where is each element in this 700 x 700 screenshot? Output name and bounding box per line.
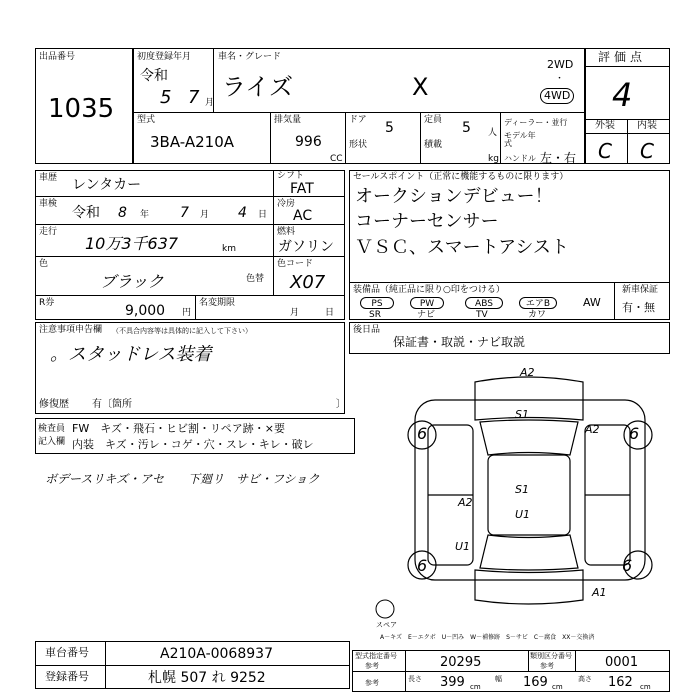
length-unit: cm — [470, 683, 481, 691]
inspector-row-2: 内装 キズ・汚レ・コゲ・穴・スレ・キレ・破レ — [72, 438, 314, 451]
inspector-label-1: 検査員 — [38, 424, 66, 434]
repair-value: 有〔箇所 — [92, 399, 132, 410]
lot-label: 出品番号 — [39, 52, 76, 62]
capacity-label: 定員 — [424, 115, 443, 125]
sales-point-line-2: コーナーセンサー — [355, 211, 499, 232]
documents-value: 保証書・取説・ナビ取説 — [393, 335, 526, 349]
car-name: ライズ — [222, 73, 294, 101]
grade: X — [412, 73, 429, 101]
reg-month: 7 — [188, 87, 200, 108]
notes-sublabel: （不具合内容等は具体的に記入して下さい） — [112, 327, 252, 335]
mileage-value: 10万3千637 — [85, 234, 179, 253]
color-label: 色 — [39, 259, 49, 269]
mark-tire-fl: 6 — [417, 424, 428, 443]
length-label: 長さ — [408, 675, 422, 683]
mark-u1-roof: U1 — [515, 508, 531, 521]
width-unit: cm — [552, 683, 563, 691]
equip-sr: SR — [369, 310, 381, 320]
diagram-rear-window — [480, 535, 578, 570]
doors-label: ドア — [349, 115, 367, 125]
insp-month-unit: 月 — [200, 210, 210, 220]
damage-legend: A－キズ E－エクボ U－凹み W－補修跡 S－サビ C－腐食 XX－交換済 — [380, 634, 595, 641]
mark-a2-left: A2 — [458, 496, 473, 509]
mark-u1-left: U1 — [455, 540, 471, 553]
chassis-value: A210A-0068937 — [160, 646, 273, 662]
mark-tire-rl: 6 — [417, 556, 428, 575]
notes-label: 注意事項申告欄 — [39, 325, 103, 335]
model-label: 車名・グレード — [218, 52, 282, 62]
sales-point-line-1: オークションデビュー！ — [355, 186, 553, 207]
documents-label: 後日品 — [353, 325, 381, 335]
insp-era: 令和 — [72, 205, 100, 221]
diagram-windshield — [480, 420, 578, 455]
history-label: 車歴 — [39, 173, 58, 183]
height-label: 高さ — [578, 675, 592, 683]
doors: 5 — [385, 120, 394, 136]
score-label: 評価点 — [598, 50, 647, 64]
handle-label: ハンドル — [504, 154, 536, 163]
capacity-unit: 人 — [488, 128, 498, 138]
recycle-value: 9,000 — [125, 303, 166, 319]
equip-leather: カワ — [528, 310, 547, 320]
equip-ps: PS — [360, 297, 394, 309]
mileage-label: 走行 — [39, 227, 58, 237]
type-label: 型式 — [137, 115, 156, 125]
reg-year: 5 — [160, 87, 172, 108]
type-code: 3BA-A210A — [150, 133, 235, 151]
color-value: ブラック — [100, 272, 164, 291]
year-unit: 年 — [140, 210, 150, 220]
ac-label: 冷房 — [277, 199, 296, 209]
lot-number: 1035 — [48, 94, 115, 124]
name-change-day: 日 — [325, 308, 335, 318]
repair-close: 〕 — [336, 399, 346, 410]
equip-pw: PW — [410, 297, 444, 309]
diagram-hood — [475, 377, 583, 420]
drive-4wd: 4WD — [540, 88, 574, 104]
diagram-outline — [415, 400, 645, 580]
equip-airbag: エアB — [519, 297, 557, 309]
warranty-value: 有・無 — [622, 301, 655, 314]
shape-label: 形状 — [349, 140, 368, 150]
handle-value: 左・右 — [540, 151, 577, 165]
color-code: X07 — [290, 272, 326, 293]
type-designation-label: 型式指定番号 — [355, 652, 397, 660]
type-designation-ref: 参考 — [365, 662, 379, 670]
equip-tv: TV — [476, 310, 488, 320]
diagram-trunk — [475, 570, 583, 604]
shift-label: シフト — [277, 171, 305, 181]
name-change-month: 月 — [290, 308, 300, 318]
mark-s1-roof: S1 — [515, 483, 529, 496]
color-change-label: 色替 — [246, 274, 265, 284]
shift-value: FAT — [290, 181, 314, 197]
notes-content: 。スタッドレス装着 — [50, 344, 212, 365]
fuel-value: ガソリン — [278, 239, 334, 255]
car-damage-diagram — [400, 360, 660, 630]
width: 169 — [523, 675, 548, 690]
handwritten-notes: ボデースリキズ・アセ 下廻リ サビ・フショク — [45, 472, 320, 486]
fuel-label: 燃料 — [277, 227, 296, 237]
sales-points-label: セールスポイント（正常に機能するものに限ります） — [353, 172, 569, 182]
type-designation: 20295 — [440, 655, 482, 670]
chassis-label: 車台番号 — [45, 646, 89, 659]
class-ref: 参考 — [540, 662, 554, 670]
exterior-label: 外装 — [595, 120, 615, 131]
yen-unit: 円 — [182, 308, 192, 318]
score: 4 — [612, 76, 633, 114]
dims-label: 参考 — [365, 679, 379, 687]
mark-tire-rr: 6 — [622, 556, 633, 575]
length: 399 — [440, 675, 465, 690]
capacity: 5 — [462, 120, 471, 136]
cc-unit: CC — [330, 154, 343, 164]
color-code-label: 色コード — [277, 259, 314, 269]
sales-point-line-3: ＶＳＣ、スマートアシスト — [355, 237, 569, 258]
name-change-label: 名変期限 — [199, 298, 236, 308]
history-value: レンタカー — [72, 177, 142, 193]
height-unit: cm — [640, 683, 651, 691]
reg-month-unit: 月 — [205, 98, 215, 108]
mark-a2-right: A2 — [585, 423, 600, 436]
insp-year: 8 — [118, 205, 127, 221]
equip-abs: ABS — [465, 297, 503, 309]
day-unit: 日 — [258, 210, 268, 220]
class-label: 類別区分番号 — [530, 652, 572, 660]
displacement: 996 — [295, 134, 322, 150]
reg-value: 札幌 507 れ 9252 — [148, 670, 266, 686]
width-label: 幅 — [495, 675, 502, 683]
dealer-label: ディーラー・並行 — [504, 118, 568, 127]
mark-tire-fr: 6 — [629, 424, 640, 443]
spare-tire-icon — [370, 598, 400, 620]
equipment-label: 装備品（純正品に限り○印をつける） — [353, 285, 505, 295]
ac-value: AC — [293, 208, 313, 224]
equip-navi: ナビ — [417, 310, 436, 320]
drive-dot: ・ — [555, 74, 565, 84]
inspector-row-1: FW キズ・飛石・ヒビ割・リペア跡・×要 — [72, 422, 285, 435]
exterior-grade: C — [598, 139, 612, 163]
inspection-label: 車検 — [39, 199, 58, 209]
displacement-label: 排気量 — [274, 115, 302, 125]
kg-unit: kg — [488, 154, 499, 164]
repair-label: 修復歴 — [39, 399, 69, 410]
mark-s1-top: S1 — [515, 408, 529, 421]
km-unit: km — [222, 244, 236, 254]
interior-grade: C — [640, 139, 654, 163]
interior-label: 内装 — [637, 120, 657, 131]
mark-a1-rear: A1 — [592, 586, 607, 599]
reg-year-label: 初度登録年月 — [137, 52, 192, 62]
recycle-label: R券 — [39, 298, 55, 308]
insp-day: 4 — [238, 205, 247, 221]
drive-2wd: 2WD — [547, 58, 574, 71]
spare-label: スペア — [376, 621, 397, 629]
reg-label: 登録番号 — [45, 670, 89, 683]
mark-a2-top: A2 — [520, 366, 535, 379]
diagram-roof — [488, 455, 570, 535]
inspector-label-2: 記入欄 — [38, 437, 66, 447]
class-value: 0001 — [605, 655, 639, 670]
height: 162 — [608, 675, 633, 690]
reg-era: 令和 — [140, 68, 168, 84]
equip-aw: AW — [583, 296, 601, 309]
load-label: 積載 — [424, 140, 443, 150]
insp-month: 7 — [180, 205, 189, 221]
model-year-label: モデル年式 — [504, 131, 536, 148]
warranty-label: 新車保証 — [622, 285, 659, 295]
